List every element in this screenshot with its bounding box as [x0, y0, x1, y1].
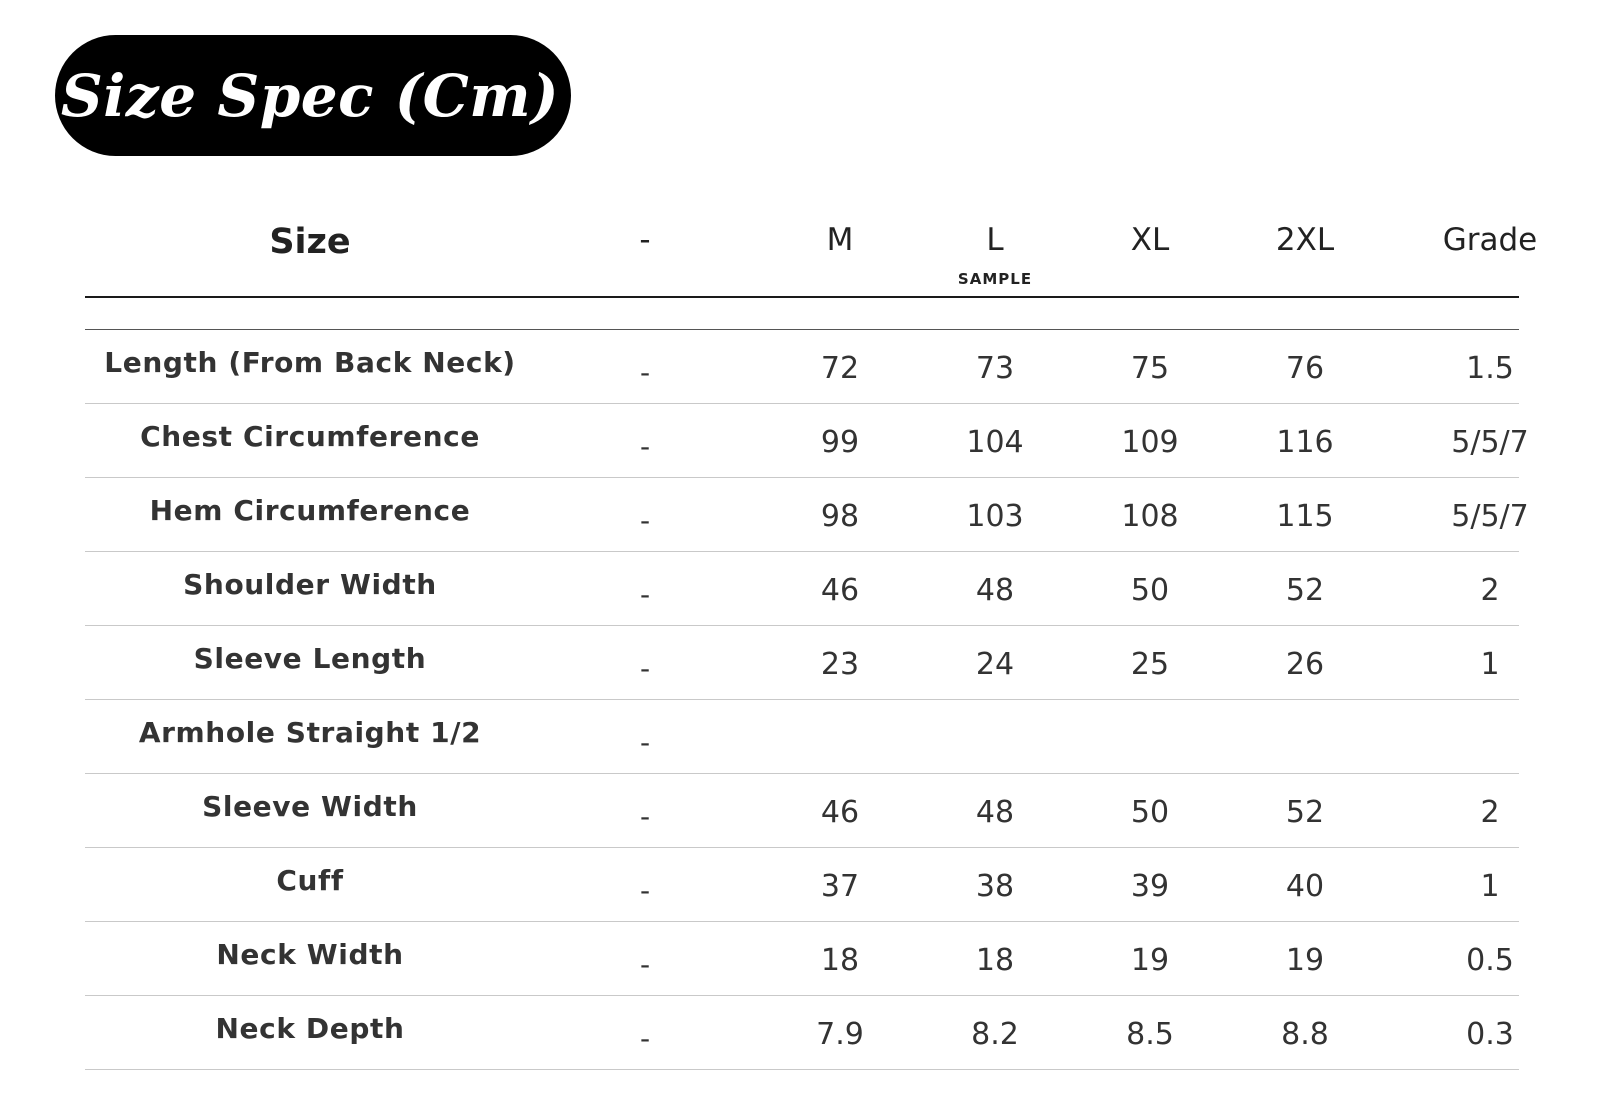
measurement-label: Cuff — [276, 864, 344, 897]
value-2xl — [1225, 700, 1385, 773]
value-xl: 109 — [1121, 425, 1179, 460]
table-row — [85, 848, 1519, 922]
header-grade: Grade — [1442, 222, 1538, 258]
table-row — [85, 626, 1519, 700]
value-grade: 5/5/7 — [1451, 499, 1529, 534]
value-l: 38 — [975, 869, 1015, 904]
value-l: 8.2 — [971, 1017, 1019, 1052]
measurement-label: Length (From Back Neck) — [104, 346, 516, 379]
value-m: 23 — [820, 647, 860, 682]
value-grade: 5/5/7 — [1451, 425, 1529, 460]
value-l: 48 — [975, 795, 1015, 830]
measurement-dash: - — [639, 726, 651, 759]
value-m: 46 — [820, 795, 860, 830]
value-m: 7.9 — [816, 1017, 864, 1052]
measurement-dash: - — [639, 430, 651, 463]
value-grade: 1 — [1480, 647, 1500, 682]
value-xl: 8.5 — [1126, 1017, 1174, 1052]
table-row — [85, 700, 1519, 774]
table-row — [85, 922, 1519, 996]
value-2xl: 26 — [1285, 647, 1325, 682]
value-grade: 1 — [1480, 869, 1500, 904]
value-l: 73 — [975, 351, 1015, 386]
table-row — [85, 774, 1519, 848]
value-l — [915, 700, 1075, 773]
page-title: Size Spec (Cm) — [60, 61, 560, 130]
table-row — [85, 330, 1519, 404]
value-xl: 25 — [1130, 647, 1170, 682]
measurement-dash: - — [639, 800, 651, 833]
value-2xl: 52 — [1285, 573, 1325, 608]
value-2xl: 115 — [1276, 499, 1334, 534]
value-l: 103 — [966, 499, 1024, 534]
value-grade — [1390, 700, 1590, 773]
sample-tag: SAMPLE — [957, 270, 1033, 288]
value-l: 24 — [975, 647, 1015, 682]
measurement-label: Sleeve Width — [202, 790, 418, 823]
value-l: 18 — [975, 943, 1015, 978]
value-m: 37 — [820, 869, 860, 904]
measurement-label: Chest Circumference — [140, 420, 480, 453]
value-m: 46 — [820, 573, 860, 608]
measurement-label: Armhole Straight 1/2 — [138, 716, 482, 749]
value-l: 104 — [966, 425, 1024, 460]
value-2xl: 76 — [1285, 351, 1325, 386]
size-spec-table — [85, 200, 1538, 1070]
header-size-2xl: 2XL — [1275, 222, 1335, 258]
value-xl — [1070, 700, 1230, 773]
value-xl: 50 — [1130, 795, 1170, 830]
value-xl: 75 — [1130, 351, 1170, 386]
header-size-xl: XL — [1130, 222, 1170, 258]
value-grade: 1.5 — [1466, 351, 1514, 386]
value-xl: 19 — [1130, 943, 1170, 978]
measurement-dash: - — [639, 652, 651, 685]
measurement-label: Neck Depth — [215, 1012, 405, 1045]
value-grade: 0.5 — [1466, 943, 1514, 978]
header-spacer — [85, 298, 1519, 330]
value-2xl: 8.8 — [1281, 1017, 1329, 1052]
measurement-dash: - — [639, 874, 651, 907]
value-xl: 108 — [1121, 499, 1179, 534]
value-m: 98 — [820, 499, 860, 534]
measurement-label: Hem Circumference — [149, 494, 471, 527]
value-m: 18 — [820, 943, 860, 978]
header-size: Size — [269, 222, 351, 262]
table-row — [85, 404, 1529, 478]
table-row — [85, 552, 1519, 626]
value-xl: 50 — [1130, 573, 1170, 608]
value-xl: 39 — [1130, 869, 1170, 904]
table-body — [85, 330, 1529, 1070]
measurement-dash: - — [639, 1022, 651, 1055]
header-size-l: L — [986, 222, 1004, 258]
value-2xl: 52 — [1285, 795, 1325, 830]
value-m: 99 — [820, 425, 860, 460]
value-2xl: 116 — [1276, 425, 1334, 460]
measurement-label: Neck Width — [216, 938, 404, 971]
table-row — [85, 478, 1529, 552]
value-m: 72 — [820, 351, 860, 386]
measurement-dash: - — [639, 948, 651, 981]
table-row — [85, 996, 1519, 1070]
measurement-dash: - — [639, 504, 651, 537]
value-l: 48 — [975, 573, 1015, 608]
measurement-label: Sleeve Length — [193, 642, 427, 675]
measurement-dash: - — [639, 356, 651, 389]
value-grade: 2 — [1480, 795, 1500, 830]
header-dash: - — [639, 222, 651, 258]
value-grade: 0.3 — [1466, 1017, 1514, 1052]
table-header-row — [85, 200, 1538, 298]
measurement-dash: - — [639, 578, 651, 611]
measurement-label: Shoulder Width — [183, 568, 437, 601]
header-size-m: M — [826, 222, 854, 258]
value-2xl: 19 — [1285, 943, 1325, 978]
value-grade: 2 — [1480, 573, 1500, 608]
value-m — [760, 700, 920, 773]
title-banner — [55, 35, 571, 156]
value-2xl: 40 — [1285, 869, 1325, 904]
